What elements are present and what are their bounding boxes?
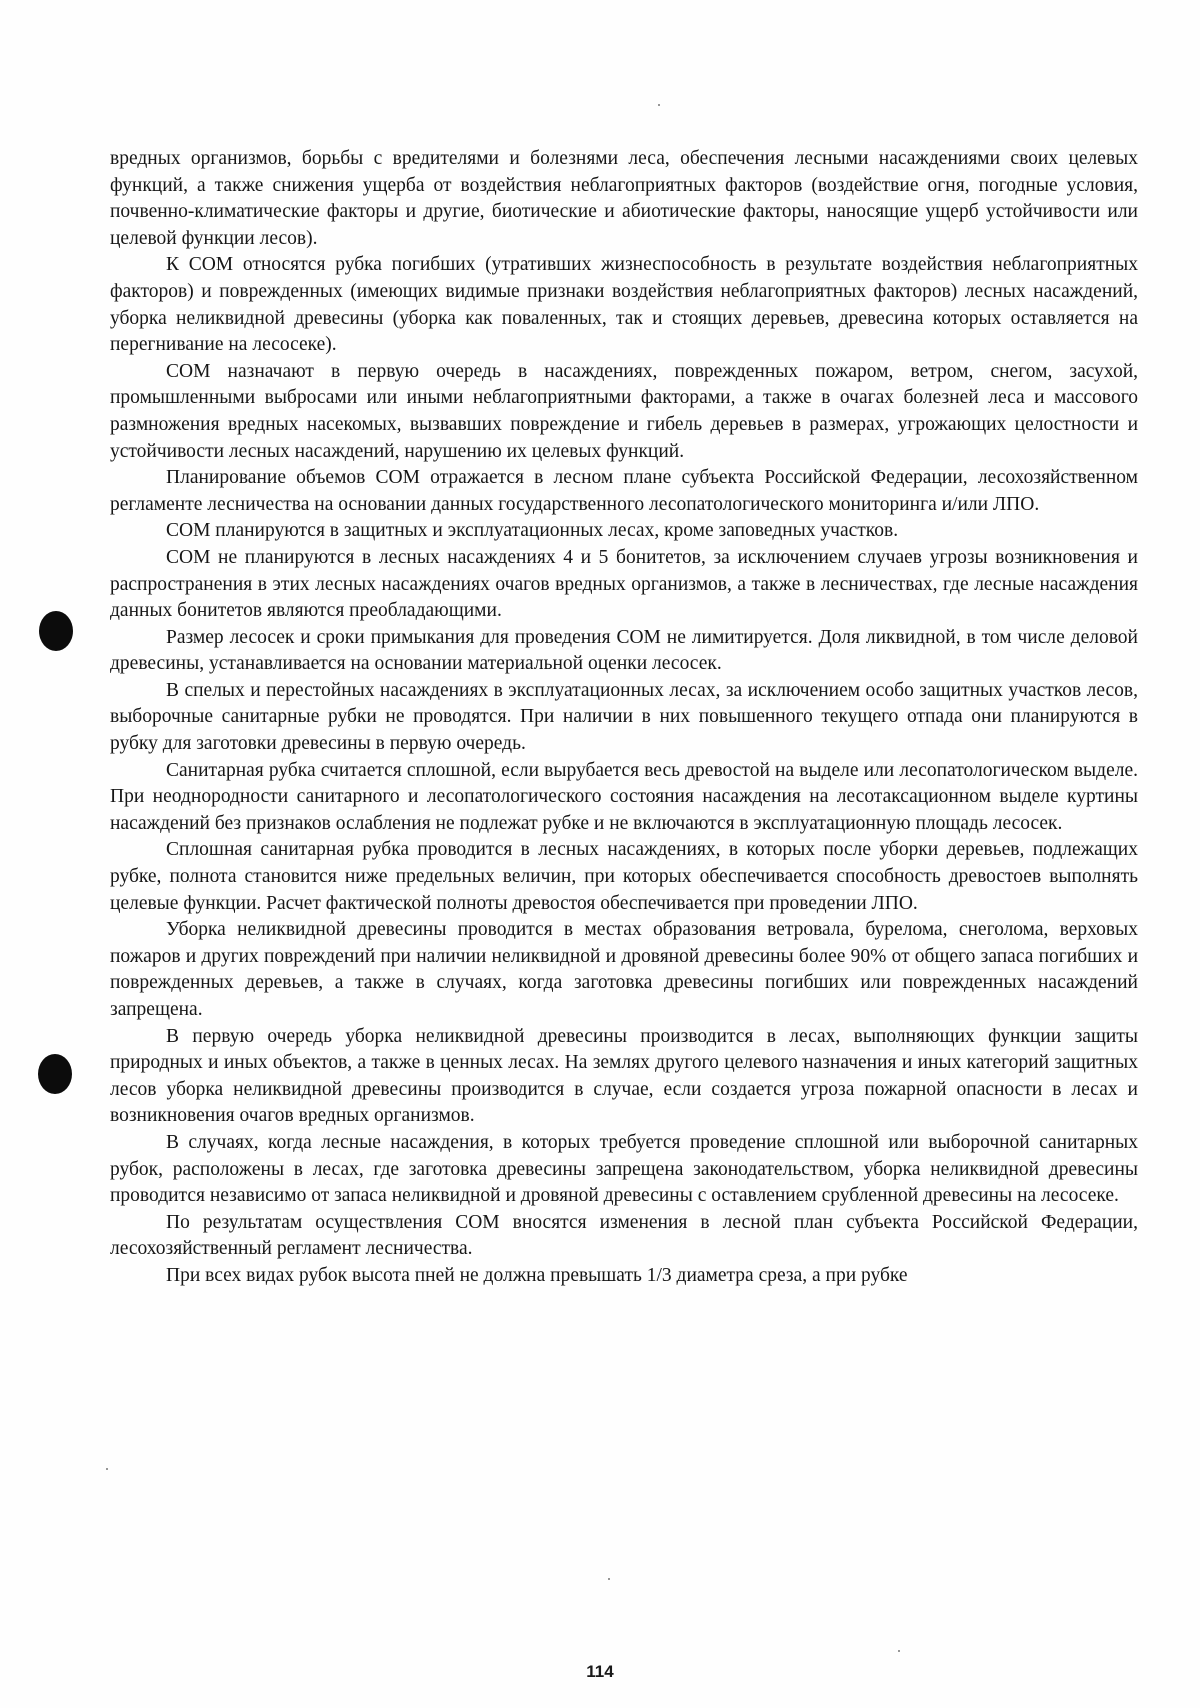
body-text	[110, 146, 1138, 1290]
paragraph: В первую очередь уборка неликвидной древесины производится в лесах, выполняющих функции защиты природных и иных объектов, а также в ценных лесах. На землях другого целевого назначения и иных категорий защитных лесов уборка неликвидной древесины производится в случае, если создается угроза пожарной опасности в лесах и возникновения очагов вредных организмов.	[110, 1025, 1138, 1127]
paragraph: вредных организмов, борьбы с вредителями и болезнями леса, обеспечения лесными насаждениями своих целевых функций, а также снижения ущерба от воздействия неблагоприятных факторов (воздействие огня, погодные условия, почвенно-климатические факторы и другие, биотические и абиотические факторы, наносящие ущерб устойчивости или целевой функции лесов).	[110, 148, 1138, 249]
paragraph: В случаях, когда лесные насаждения, в которых требуется проведение сплошной или выборочной санитарных рубок, расположены в лесах, где заготовка древесины запрещена законодательством, уборка неликвидной древесины проводится независимо от запаса неликвидной и дровяной древесины с оставлением срубленной древесины на лесосеке.	[110, 1131, 1138, 1207]
paragraph: Планирование объемов СОМ отражается в лесном плане субъекта Российской Федерации, лесохозяйственном регламенте лесничества на основании данных государственного лесопатологического мониторинга и/или ЛПО.	[110, 467, 1138, 515]
paragraph: Размер лесосек и сроки примыкания для проведения СОМ не лимитируется. Доля ликвидной, в том числе деловой древесины, устанавливается на основании материальной оценки лесосек.	[110, 626, 1138, 675]
punch-hole	[38, 1054, 72, 1094]
paragraph: Санитарная рубка считается сплошной, если вырубается весь древостой на выделе или лесопатологическом выделе. При неоднородности санитарного и лесопатологического состояния насаждения на лесотаксационном выделе куртины насаждений без признаков ослабления не подлежат рубке и не включаются в эксплуатационную площадь лесосек.	[110, 759, 1138, 834]
paragraph: К СОМ относятся рубка погибших (утративших жизнеспособность в результате воздействия неблагоприятных факторов) и поврежденных (имеющих видимые признаки воздействия неблагоприятных факторов) лесных насаждений, уборка неликвидной древесины (уборка как поваленных, так и стоящих деревьев, древесина которых оставляется на перегнивание на лесосеке).	[110, 254, 1138, 356]
paragraph: При всех видах рубок высота пней не должна превышать 1/3 диаметра среза, а при рубке	[166, 1264, 908, 1286]
punch-hole	[39, 611, 73, 651]
paragraph: Сплошная санитарная рубка проводится в лесных насаждениях, в которых после уборки деревьев, подлежащих рубке, полнота становится ниже предельных величин, при которых обеспечивается способность древостоев выполнять целевые функции. Расчет фактической полноты древостоя обеспечивается при проведении ЛПО.	[110, 839, 1138, 914]
page-number: 114	[586, 1662, 614, 1681]
scan-speck	[106, 1468, 108, 1470]
scan-speck	[658, 104, 660, 106]
scan-speck	[608, 1578, 610, 1580]
scan-speck	[898, 1650, 900, 1652]
paragraph: СОМ не планируются в лесных насаждениях 4 и 5 бонитетов, за исключением случаев угрозы возникновения и распространения в этих лесных насаждениях очагов вредных организмов, а также в лесничествах, где лесные насаждения данных бонитетов являются преобладающими.	[110, 546, 1138, 622]
paragraph: В спелых и перестойных насаждениях в эксплуатационных лесах, за исключением особо защитных участков лесов, выборочные санитарные рубки не проводятся. При наличии в них повышенного текущего отпада они планируются в рубку для заготовки древесины в первую очередь.	[110, 679, 1138, 755]
paragraph: По результатам осуществления СОМ вносятся изменения в лесной план субъекта Российской Федерации, лесохозяйственный регламент лесничества.	[110, 1211, 1138, 1260]
paragraph: СОМ назначают в первую очередь в насаждениях, поврежденных пожаром, ветром, снегом, засухой, промышленными выбросами или иными неблагоприятными факторами, а также в очагах болезней леса и массового размножения вредных насекомых, вызвавших повреждение и гибель деревьев в размерах, угрожающих целостности и устойчивости лесных насаждений, нарушению их целевых функций.	[110, 360, 1138, 462]
paragraph: СОМ планируются в защитных и эксплуатационных лесах, кроме заповедных участков.	[166, 520, 899, 542]
paragraph: Уборка неликвидной древесины проводится в местах образования ветровала, бурелома, снеголома, верховых пожаров и других повреждений при наличии неликвидной и дровяной древесины более 90% от общего запаса погибших и поврежденных деревьев, а также в случаях, когда заготовка древесины погибших или поврежденных насаждений запрещена.	[110, 919, 1138, 1020]
